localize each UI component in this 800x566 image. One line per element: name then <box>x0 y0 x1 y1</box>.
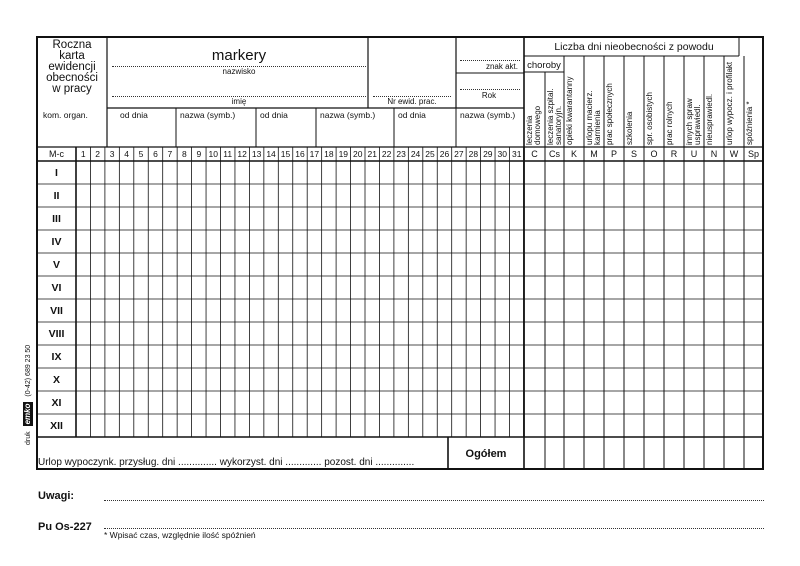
absence-reason-label: prac społecznych <box>605 83 614 145</box>
surname-label: nazwisko <box>222 67 256 76</box>
day-column-header: 4 <box>124 149 129 159</box>
day-column-header: 28 <box>468 149 479 159</box>
day-column-header: 23 <box>396 149 406 159</box>
absence-code-header: U <box>690 149 698 159</box>
absence-reason-label: szkolenia <box>625 111 634 145</box>
absence-reason-label: innych spraw usprawiedl. <box>685 98 703 145</box>
vacation-summary-line: Urlop wypoczynk. przysług. dni .............. wykorzyst. dni ............. pozost. dni .............. <box>38 457 415 468</box>
file-sign-label: znak akt. <box>485 62 518 71</box>
absence-reason-label: nieusprawiedl. <box>705 93 714 145</box>
day-column-header: 9 <box>196 149 202 159</box>
printer-imprint <box>22 325 36 445</box>
absence-code-header: R <box>670 149 678 159</box>
month-label: III <box>52 213 61 225</box>
day-column-header: 8 <box>181 149 187 159</box>
month-label: X <box>52 374 60 386</box>
employee-number-label: Nr ewid. prac. <box>387 97 437 106</box>
day-column-header: 27 <box>454 149 464 159</box>
month-label: VIII <box>48 328 65 340</box>
title-line: Roczna <box>52 39 92 51</box>
day-column-header: 30 <box>497 149 507 159</box>
absence-code-header: N <box>710 149 718 159</box>
absence-code-header: W <box>729 149 739 159</box>
first-name-label: imię <box>231 97 247 106</box>
day-column-header: 7 <box>167 149 173 159</box>
day-column-header: 19 <box>338 149 349 159</box>
month-label: VI <box>51 282 62 294</box>
day-column-header: 12 <box>237 149 247 159</box>
month-label: IV <box>51 236 62 248</box>
absence-code-header: K <box>570 149 577 159</box>
absence-code-header: Cs <box>549 149 560 159</box>
absence-reason-label: spóźnienia * <box>745 101 754 145</box>
day-column-header: 6 <box>153 149 158 159</box>
footnote: * Wpisać czas, względnie ilość spóźnień <box>104 530 256 540</box>
month-label: VII <box>50 305 63 317</box>
month-label: I <box>55 167 58 179</box>
name-symbol-label-2: nazwa (symb.) <box>320 110 376 120</box>
absence-reason-label: leczenia szpital. sanatoryjn. <box>546 88 564 145</box>
printer-logo: emko <box>23 403 32 425</box>
absence-reason-label: spr. osobistych <box>645 92 654 145</box>
card-title <box>38 40 106 95</box>
from-date-label-3: od dnia <box>398 110 426 120</box>
printer-phone: (0-42) 689 23 50 <box>25 344 32 397</box>
day-column-header: 24 <box>410 149 421 159</box>
from-date-label-1: od dnia <box>120 110 148 120</box>
month-label: XII <box>50 420 63 432</box>
day-column-header: 17 <box>309 149 320 159</box>
remarks-label: Uwagi: <box>38 490 75 502</box>
day-column-header: 5 <box>138 149 144 159</box>
file-sign-line[interactable] <box>460 60 520 61</box>
month-label: IX <box>51 351 62 363</box>
from-date-label-2: od dnia <box>260 110 288 120</box>
absence-reason-label: urlopu macierz. karmienia <box>585 90 603 145</box>
year-line[interactable] <box>460 89 520 90</box>
day-column-header: 1 <box>80 149 86 159</box>
day-column-header: 13 <box>251 149 262 159</box>
day-column-header: 10 <box>208 149 218 159</box>
absence-code-header: O <box>650 149 658 159</box>
month-label: V <box>52 259 60 271</box>
name-symbol-label-3: nazwa (symb.) <box>460 110 516 120</box>
remarks-line[interactable] <box>104 500 764 501</box>
month-column-header: M-c <box>49 149 64 159</box>
year-label: Rok <box>481 91 497 100</box>
absence-reason-label: urlop wypocz. i profilakt <box>725 61 734 145</box>
day-column-header: 15 <box>280 149 291 159</box>
day-column-header: 20 <box>353 149 363 159</box>
day-column-header: 25 <box>425 149 435 159</box>
day-column-header: 16 <box>295 149 305 159</box>
absence-reason-label: prac rolnych <box>665 101 674 145</box>
day-column-header: 31 <box>511 149 522 159</box>
title-line: w pracy <box>52 83 92 95</box>
absence-header: Liczba dni nieobecności z powodu <box>554 41 714 53</box>
day-column-header: 3 <box>109 149 115 159</box>
day-column-header: 26 <box>439 149 450 159</box>
day-column-header: 21 <box>367 149 377 159</box>
printer-label: druk <box>25 431 32 445</box>
month-label: XI <box>51 397 62 409</box>
absence-reason-label: leczenia domowego <box>525 105 543 145</box>
name-symbol-label-1: nazwa (symb.) <box>180 110 236 120</box>
day-column-header: 22 <box>381 149 392 159</box>
illness-header: choroby <box>527 60 561 71</box>
absence-code-header: Sp <box>747 149 759 159</box>
form-code: Pu Os-227 <box>38 521 92 533</box>
month-label: II <box>53 190 60 202</box>
org-unit-label: kom. organ. <box>43 110 88 120</box>
day-column-header: 29 <box>483 149 493 159</box>
day-column-header: 11 <box>223 149 233 159</box>
remarks-line-2[interactable] <box>104 528 764 529</box>
surname-value[interactable]: markery <box>211 47 267 64</box>
title-line: obecności <box>46 72 98 84</box>
day-column-header: 14 <box>266 149 276 159</box>
absence-code-header: P <box>610 149 617 159</box>
day-column-header: 18 <box>324 149 334 159</box>
absence-code-header: S <box>630 149 637 159</box>
title-line: karta <box>59 50 85 62</box>
absence-code-header: M <box>590 149 598 159</box>
day-column-header: 2 <box>95 149 101 159</box>
total-label: Ogółem <box>465 448 507 460</box>
absence-reason-label: opieki kwarantanny <box>565 76 574 145</box>
absence-code-header: C <box>531 149 538 159</box>
title-line: ewidencji <box>48 61 96 73</box>
